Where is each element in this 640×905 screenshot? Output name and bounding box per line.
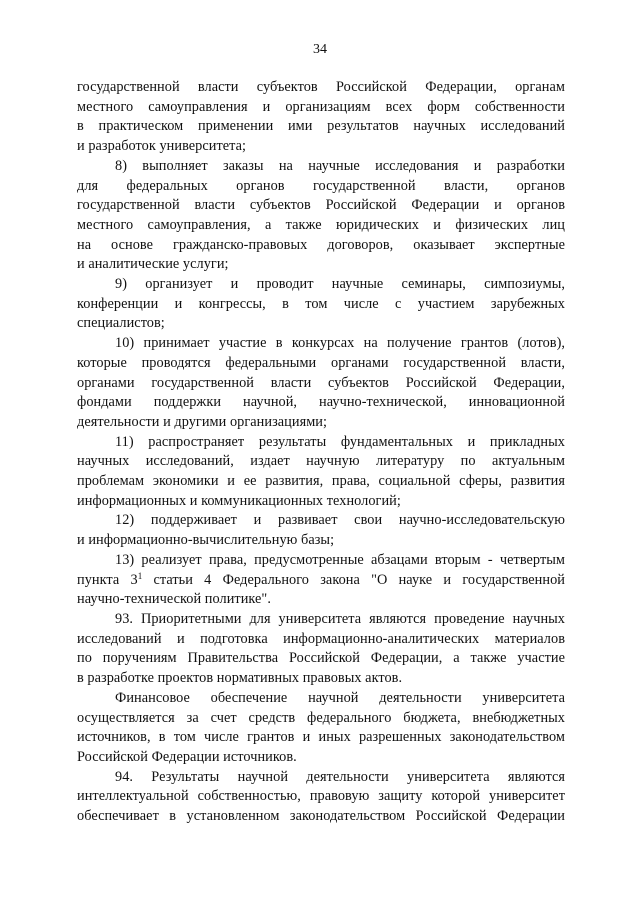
text-line: в практическом применении ими результатов научных исследований: [77, 118, 565, 135]
text-line: и аналитические услуги;: [77, 256, 229, 273]
text-line: и информационно-вычислительную базы;: [77, 532, 335, 549]
text-line: государственной власти субъектов Российской Федерации, органам: [77, 79, 565, 95]
text-line: специалистов;: [77, 315, 165, 332]
text-line: осуществляется за счет средств федерального бюджета, внебюджетных: [77, 709, 565, 726]
paragraph-item-8: [77, 157, 565, 275]
paragraph-item-9: [77, 275, 565, 334]
text-line: 9) организует и проводит научные семинары, симпозиумы,: [115, 276, 565, 293]
text-line: Финансовое обеспечение научной деятельности университета: [115, 689, 565, 706]
text-line: проблемам экономики и ее развития, права, социальной сферы, развития: [77, 473, 565, 490]
paragraph-continuation: [77, 78, 565, 157]
text-fragment: пункта 3: [77, 571, 138, 588]
text-line: фондами поддержки научной, научно-технической, инновационной: [77, 394, 565, 411]
paragraph-item-13: [77, 551, 565, 610]
superscript: 1: [137, 570, 143, 581]
text-line-with-superscript: [77, 571, 565, 591]
paragraph-93: [77, 610, 565, 689]
text-line: которые проводятся федеральными органами государственной власти,: [77, 354, 565, 371]
text-line: научно-технической политике".: [77, 591, 271, 608]
text-line: на основе гражданско-правовых договоров, оказывает экспертные: [77, 236, 565, 253]
paragraph-item-11: [77, 433, 565, 512]
text-line: интеллектуальной собственностью, правовую защиту которой университет: [77, 788, 565, 805]
text-line: деятельности и другими организациями;: [77, 413, 328, 430]
text-line: 8) выполняет заказы на научные исследования и разработки: [115, 157, 565, 174]
text-line: информационных и коммуникационных технологий;: [77, 492, 401, 509]
paragraph-item-10: [77, 334, 565, 433]
text-line: научных исследований, издает научную литературу по актуальным: [77, 453, 565, 470]
text-line: местного самоуправления, а также юридических и физических лиц: [77, 216, 565, 233]
page-number: 34: [313, 42, 327, 57]
text-line: 93. Приоритетными для университета являются проведение научных: [115, 610, 565, 627]
text-line: 94. Результаты научной деятельности университета являются: [115, 768, 565, 785]
paragraph-item-12: [77, 511, 565, 550]
text-line: 10) принимает участие в конкурсах на получение грантов (лотов),: [115, 335, 565, 352]
text-line: конференции и конгрессы, в том числе с участием зарубежных: [77, 295, 565, 312]
text-line: местного самоуправления и организациям всех форм собственности: [77, 98, 565, 115]
text-line: 12) поддерживает и развивает свои научно-исследовательскую: [115, 512, 565, 529]
text-line: в разработке проектов нормативных правовых актов.: [77, 670, 403, 687]
text-line: исследований и подготовка информационно-аналитических материалов: [77, 630, 565, 647]
text-line: по поручениям Правительства Российской Федерации, а также участие: [77, 650, 565, 667]
text-line: источников, в том числе грантов и иных разрешенных законодательством: [77, 729, 565, 746]
paragraph-financing: [77, 689, 565, 768]
text-line: обеспечивает в установленном законодательством Российской Федерации: [77, 808, 565, 825]
text-line: Российской Федерации источников.: [77, 748, 297, 765]
text-line: государственной власти субъектов Российской Федерации и органов: [77, 197, 565, 214]
text-line: для федеральных органов государственной власти, органов: [77, 177, 565, 194]
text-line: 13) реализует права, предусмотренные абзацами вторым - четвертым: [115, 551, 565, 568]
text-line: органами государственной власти субъектов Российской Федерации,: [77, 374, 565, 391]
document-body: [77, 78, 565, 827]
text-line: и разработок университета;: [77, 138, 247, 155]
paragraph-94: [77, 768, 565, 827]
text-line: 11) распространяет результаты фундаментальных и прикладных: [115, 433, 565, 450]
text-fragment: статьи 4 Федерального закона "О науке и государственной: [142, 571, 565, 588]
